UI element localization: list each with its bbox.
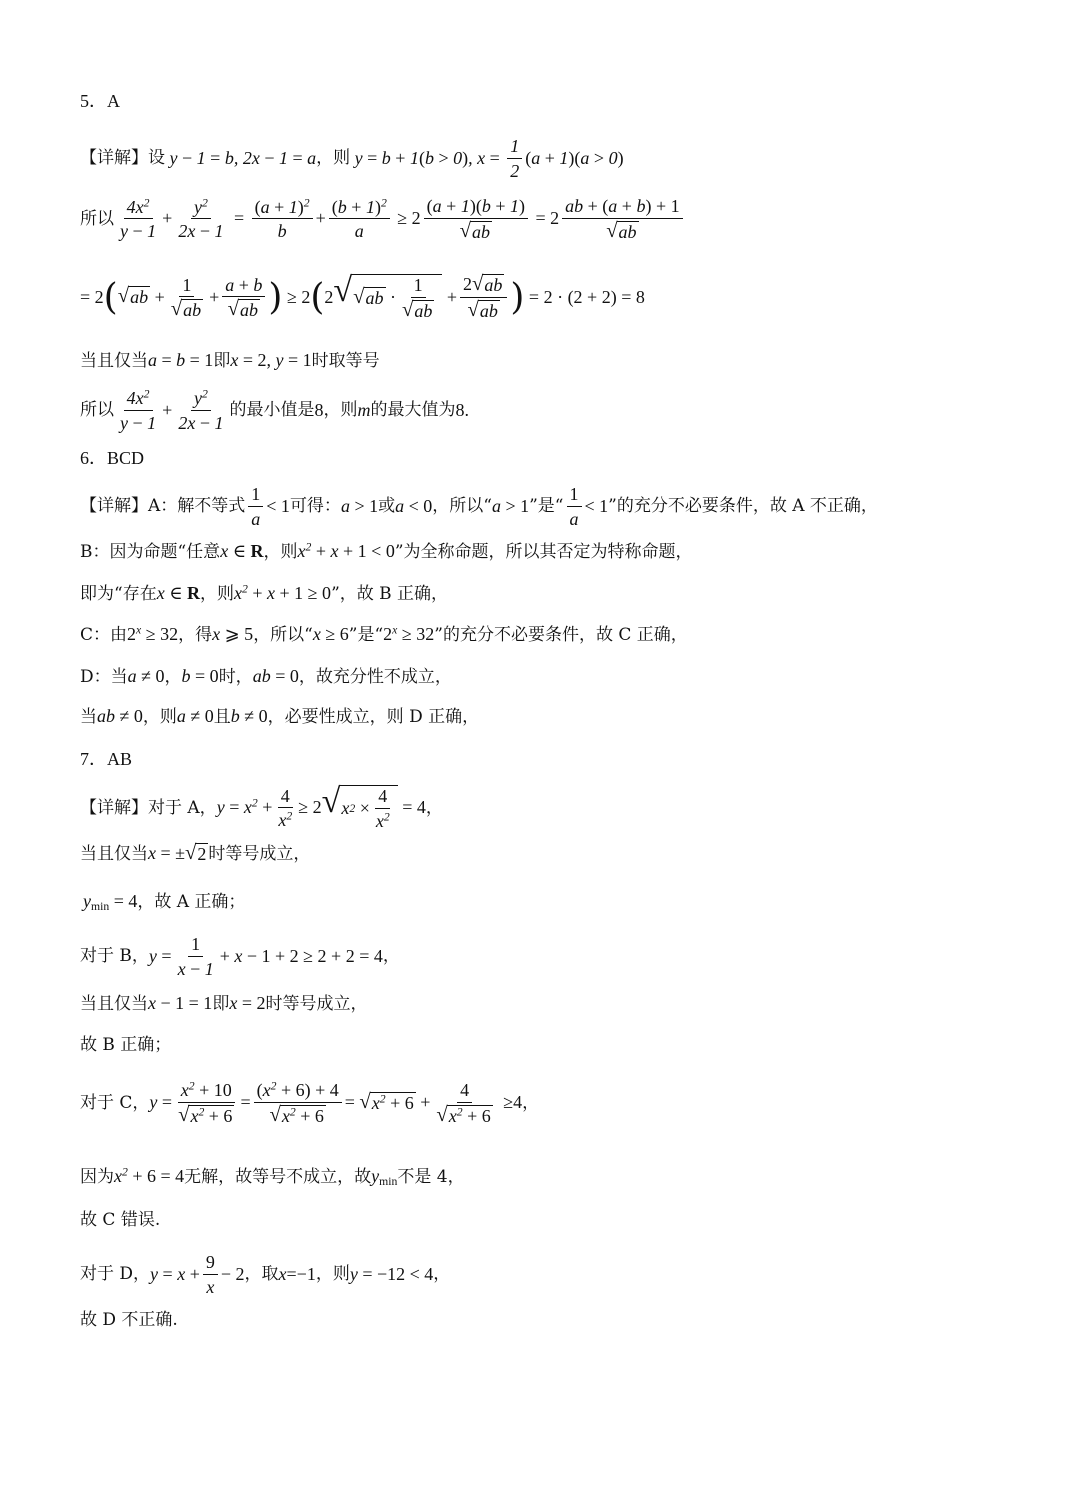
q7-a-eq-note: 当且仅当 [80, 844, 148, 865]
q5-substitution-formula: y − 1 = b, 2x − 1 = a [165, 147, 317, 168]
q5-inequality-line-1: 所以 $\frac{4x^2}{y - 1}$ + $\frac{y^2}{2x - 1}$ = $\frac{(a + 1)^2}{b}$ + $\frac{(b + 1)^2}{a}$ ≥ 2 (a + 1)(b + 1) √ ab = 2 ab + (a + b) + 1 √ ab [80, 196, 686, 242]
fraction-x2-10-over-sqrt: $x^2 + 10$ √ $x^2 + 6$ [175, 1080, 237, 1126]
q7-d-concl: 故 D 不正确. [80, 1310, 178, 1330]
q6-b1-c: ”为全称命题，所以其否定为特称命题， [394, 541, 693, 562]
q7-c-conclusion [80, 1210, 160, 1230]
fraction-product-over-sqrt-ab: (a + 1)(b + 1) √ ab [424, 196, 528, 242]
q5-concl-then: ，则 [323, 400, 358, 421]
q6-option-b-line-1: B：因为命题“任意 x ∈ R ，则 $x^2 + x + 1 < 0$ ”为全称命题，所以其否定为特称命题， [80, 540, 693, 562]
fraction-4-over-sqrt-x2-6: 4 √ $x^2 + 6$ [436, 1080, 491, 1126]
q5-heading [80, 91, 120, 113]
q6-d1-b: ， [164, 666, 182, 687]
q6-c-a: C：由 [80, 624, 128, 645]
fraction-y2-over-2x-1-b: $\frac{y^2}{2x - 1}$ [178, 387, 224, 433]
q7-a-concl: ，故 A 正确； [137, 891, 246, 912]
q5-so-text: 所以 [80, 208, 114, 229]
q7-c-reason-b: 无解，故等号不成立，故 [184, 1166, 372, 1187]
q5-then-text: ，则 [316, 148, 351, 169]
q5-eq-note-end: 时取等号 [311, 350, 380, 371]
q6-option-c: C：由 2$^x$ ≥ 32 ，得 x ⩾ 5 ，所以“ x ≥ 6 ”是“ 2$^x$ ≥ 32 ”的充分不必要条件，故 C 正确， [80, 623, 688, 645]
q5-substitution-line [80, 136, 624, 181]
fraction-4-over-x2: $\frac{4}{x^2}$ [278, 785, 293, 831]
q6-d2-a: 当 [80, 706, 97, 727]
q7-d-conclusion [80, 1310, 178, 1330]
fraction-1-over-a-b: $\frac{1}{a}$ [567, 484, 582, 529]
q7-a-conclusion: $y_{min} = 4$ ，故 A 正确； [83, 891, 246, 913]
q7-c-reason-a: 因为 [80, 1166, 114, 1187]
q5-set-text: 设 [148, 148, 165, 169]
q7-b-eq-end: 时等号成立， [265, 993, 368, 1014]
q6-a-end: ”的充分不必要条件，故 A 不正确， [608, 496, 878, 517]
fraction-9-over-x: $\frac{9}{x}$ [203, 1252, 218, 1297]
q6-d1-d: ，故充分性不成立， [298, 666, 452, 687]
q7-b-equality-condition: 当且仅当 x − 1 = 1 即 x = 2 时等号成立， [80, 993, 368, 1014]
fraction-1-over-sqrt-ab: 1 √ ab [170, 274, 202, 321]
q6-b1-b: ，则 [263, 541, 298, 562]
q6-b2-c: ”，故 B 正确， [331, 583, 449, 604]
q6-a-so: ，所以“ [432, 496, 492, 517]
fraction-4x2-over-y-1-b: $\frac{4x^2}{y - 1}$ [120, 387, 157, 433]
fraction-a-plus-b-over-sqrt-ab: a + b √ ab [222, 275, 265, 321]
q6-d2-b: ，则 [142, 706, 177, 727]
q6-heading-text: 6．BCD [80, 448, 145, 468]
q6-c-d: ”是“ [348, 624, 384, 645]
q5-concl-prefix: 所以 [80, 400, 114, 421]
detail-tag: 【详解】 [80, 148, 148, 169]
q6-b1-a: B：因为命题“任意 [80, 541, 221, 562]
q6-option-d-line-1: D：当 a ≠ 0 ， b = 0 时， ab = 0 ，故充分性不成立， [80, 666, 452, 687]
q6-b2-a: 即为“存在 [80, 583, 157, 604]
q7-option-b: 对于 B， y = $\frac{1}{x - 1}$ + x − 1 + 2 ≥ 2 + 2 = 4 ， [80, 934, 400, 979]
q7-c-concl: 故 C 错误. [80, 1210, 161, 1230]
q6-d1-a: D：当 [80, 666, 128, 687]
q7-heading [80, 749, 132, 771]
fraction-split-over-sqrt: $(x^2 + 6) + 4$ √ $x^2 + 6$ [254, 1080, 342, 1126]
q6-d1-c: 时， [218, 666, 253, 687]
sqrt-x2-times-4-over-x2: √ x 2 × $\frac{4}{x^2}$ [322, 785, 398, 831]
q7-heading-text: 7．AB [80, 749, 133, 769]
q5-inequality-line-2: = 2 ( √ ab + 1 √ ab + a + b √ ab ) ≥ 2 ( 2 √ √ ab · 1 √ ab + 2 √ ab √ ab ) = 2 · (2 + 2) = 8 [80, 272, 645, 321]
q6-d2-c: 且 [213, 706, 231, 727]
q6-b2-b: ，则 [200, 583, 235, 604]
q6-c-e: ”的充分不必要条件，故 C 正确， [434, 624, 688, 645]
q6-a-or: 或 [378, 496, 396, 517]
q6-d2-d: ，必要性成立，则 D 正确， [267, 706, 480, 727]
q5-eq-note: 当且仅当 [80, 350, 148, 371]
q6-a-is: ”是“ [529, 496, 564, 517]
q5-equality-condition: 当且仅当 a = b = 1 即 x = 2, y = 1 时取等号 [80, 350, 380, 371]
fraction-1-over-x-1: $\frac{1}{x - 1}$ [177, 934, 214, 979]
fraction-a1sq-over-b: $\frac{(a + 1)^2}{b}$ [252, 197, 313, 242]
q5-eq-note-mid: 即 [213, 350, 231, 371]
fraction-2sqrt-ab-over-sqrt-ab: 2 √ ab √ ab [460, 274, 507, 321]
q7-option-d: 对于 D， y = x + $\frac{9}{x}$ − 2 ，取 x=−1 ，则 y = −12 < 4 ， [80, 1252, 451, 1297]
q5-heading-text: 5．A [80, 91, 120, 111]
fraction-4x2-over-y-1: $\frac{4x^2}{y - 1}$ [120, 196, 157, 242]
q7-option-c: 对于 C， y = $x^2 + 10$ √ $x^2 + 6$ = $(x^2 + 6) + 4$ √ $x^2 + 6$ = √ $x^2 + 6$ + 4 √ $x^2 + 6$ ≥4 ， [80, 1079, 540, 1126]
fraction-one-half: $\frac{1}{2}$ [507, 136, 522, 181]
q5-concl-mid: 的最小值是 [229, 400, 315, 421]
q5-max-value: 8. [455, 399, 469, 420]
q5-concl-end: 的最大值为 [370, 400, 456, 421]
q7-b-eq-note: 当且仅当 [80, 993, 148, 1014]
fraction-y2-over-2x-1: $\frac{y^2}{2x - 1}$ [178, 196, 224, 242]
fraction-expanded-over-sqrt-ab: ab + (a + b) + 1 √ ab [562, 196, 682, 242]
q7-d-prefix: 对于 D， [80, 1264, 151, 1285]
fraction-b1sq-over-a: $\frac{(b + 1)^2}{a}$ [329, 197, 390, 242]
q7-c-prefix: 对于 C， [80, 1092, 150, 1113]
q6-option-b-line-2: 即为“存在 x ∈ R ，则 $x^2 + x + 1 \ge 0$ ”，故 B 正确， [80, 582, 449, 604]
q6-heading [80, 448, 144, 470]
q7-b-eq-mid: 即 [212, 993, 230, 1014]
q7-a-equality-condition: 当且仅当 x = ± √ 2 时等号成立， [80, 842, 311, 865]
q7-a-eq-end: 时等号成立， [208, 844, 311, 865]
q7-b-conclusion [80, 1035, 171, 1055]
q6-option-a: 【详解】A：解不等式 $\frac{1}{a}$ < 1 可得： a > 1 或 a < 0 ，所以“ a > 1 ”是“ $\frac{1}{a}$ < 1 ”的充分不必要条件，故 A 不正确， [80, 484, 878, 529]
q6-c-c: ，所以“ [253, 624, 313, 645]
q6-option-d-line-2: 当 ab ≠ 0 ，则 a ≠ 0 且 b ≠ 0 ，必要性成立，则 D 正确， [80, 706, 480, 727]
q6-a-mid: 可得： [289, 496, 341, 517]
q5-inverse-formula: y = b + 1(b > 0), x = [350, 147, 500, 168]
q7-d-then: ，则 [315, 1264, 350, 1285]
fraction-1-over-a: $\frac{1}{a}$ [248, 484, 263, 529]
q5-min-value: 8 [314, 399, 324, 420]
sqrt-product: √ √ ab · 1 √ ab [333, 274, 442, 321]
q7-b-prefix: 对于 B， [80, 946, 149, 967]
sqrt-x2-6: √ $x^2 + 6$ [359, 1090, 414, 1113]
q6-c-b: ，得 [178, 624, 213, 645]
q7-c-reason-c: 不是 4， [397, 1166, 465, 1187]
q7-b-concl: 故 B 正确； [80, 1035, 172, 1055]
q7-a-prefix: 【详解】对于 A， [80, 797, 217, 818]
q6-a-prefix: 【详解】A：解不等式 [80, 496, 246, 517]
sqrt-ab: √ ab [117, 285, 149, 308]
q7-option-a: 【详解】对于 A， $y = x^2$ + $\frac{4}{x^2}$ ≥ 2 √ x 2 × $\frac{4}{x^2}$ = 4 ， [80, 783, 443, 831]
q5-conclusion: 所以 $\frac{4x^2}{y - 1}$ + $\frac{y^2}{2x - 1}$ 的最小值是 8 ，则 m 的最大值为 8. [80, 387, 469, 433]
q5-inverse-formula-tail: (a + 1)(a > 0) [525, 147, 624, 168]
q7-d-mid: ，取 [244, 1264, 279, 1285]
q7-c-reason: 因为 $x^2 + 6 = 4$ 无解，故等号不成立，故 $y_{min}$ 不是 4， [80, 1165, 465, 1188]
